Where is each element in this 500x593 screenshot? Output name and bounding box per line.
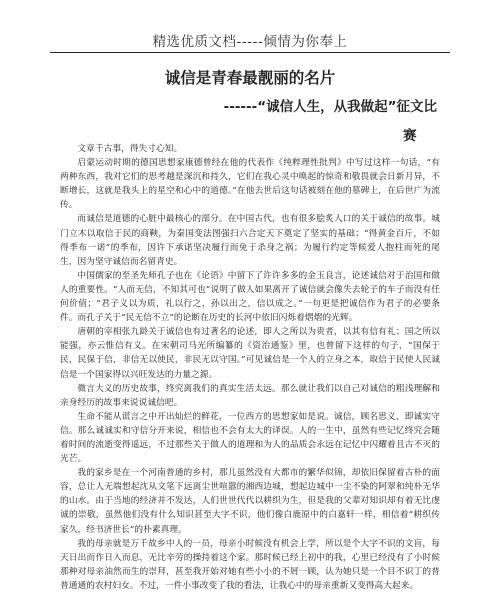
paragraph: 我的母亲就是万千故乡中人的一员，母亲小时候没有机会上学，所以是个大字不识的文盲，每天日出而作日入而息，无比辛劳的操持着这个家。那时候已经上初中的我，心里已经没有了小时候那种对母亲油然而生的崇拜，甚至我开始对她有些小小的不屑一顾，认为她只是一个目不识丁的普普通通的农村妇女。不过，一件小事改变了我的看法，让我心中的母亲重新又变得高大起来。 [60, 538, 440, 591]
paragraph: 中国儒家的至圣先师孔子也在《论语》中留下了许许多多的金玉良言，论述诚信对于治国和做人的重要性。“人而无信，不知其可也”说明了做人如果离开了诚信就会像失去轮子的车子而没有任何价值；“君子义以为质，礼以行之，孙以出之，信以成之。”一句更是把诚信作为君子的必要条件。而孔子关于“民无信不立”的论断在历史的长河中依旧闪烁着熠熠的光辉。 [60, 270, 440, 324]
paragraph: 而诚信是道德的心脏中最核心的部分。在中国古代，也有很多脍炙人口的关于诚信的故事。城门立木以取信于民的商鞅，为秦国变法图强扫六合定天下奠定了坚实的基础；“得黄金百斤，不如得季布一诺”的季布，因许下承诺坚决履行而免于杀身之祸；为履行约定等候爱人抱柱而死的尾生，因为坚守诚信而名留青史。 [60, 214, 440, 267]
header-divider [50, 52, 450, 53]
paragraph: 我的家乡是在一个河南普通的乡村，那儿虽然没有大都市的繁华似锦，却依旧保留着古朴的面容，总让人无端想起沈从文笔下远离尘世喧嚣的湘西边城，想起边城中一尘不染的阿翠和纯朴无华的山水。由于当地的经济并不发达，人们世世代代以耕织为生，但是我的父辈对知识却有着无比虔诚的崇敬，虽然他们没有什么知识甚至大字不识，他们像白鹿原中的白嘉轩一样，相信着“耕织传家久，经书济世长”的朴素真理。 [60, 468, 440, 535]
paragraph: 生命不能从谎言之中开出灿烂的鲜花，一位西方的思想家如是说。诚信，顾名思义，即诚实守信。那么诚诚实和守信分开来说，相信也不会有太大的译误。人的一生中，虽然有些记忆终究会随着时间的流逝变得遥远，不过那些关于做人的道理和为人的品质会永远在记忆中闪耀着且古不灭的光芒。 [60, 411, 440, 465]
article-title: 诚信是青春最靓丽的名片 [164, 69, 336, 87]
paragraph: 微言大义的历史故事，终究离我们的真实生活太远。那么就让我们以自己对诚信的粗浅理解和亲身经历的故事来说说诚信吧。 [60, 383, 440, 408]
article-body [60, 142, 440, 591]
paragraph: 唐朝的宰相张九龄关于诚信也有过著名的论述，即人之所以为贵者，以其有信有礼；国之所以能强，亦云惟信有义。在宋朝司马光所编纂的《资治通鉴》里，也曾留下这样的句子，“国保于民，民保于信，非信无以使民，非民无以守国。”可见诚信是一个人的立身之本，取信于民使人民诚信是一个国家得以兴旺发达的力量之源。 [60, 327, 440, 380]
article-subtitle-end: 赛 [403, 128, 417, 144]
header-banner: 精选优质文档-----倾情为你奉上 [152, 34, 348, 50]
article-subtitle: ------“诚信人生，从我做起”征文比 [223, 99, 437, 115]
paragraph: 启蒙运动时期的德国思想家康德曾经在他的代表作《纯粹理性批判》中写过这样一句话，“有两种东西，我对它们的思考越是深沉和持久，它们在我心灵中唤起的惊奇和敬畏就会日新月异，不断增长，这就是我头上的星空和心中的道德。”在他去世后这句话被刻在他的墓碑上，在后世广为流传。 [60, 158, 440, 211]
paragraph: 文章千古事，得失寸心知。 [77, 144, 183, 154]
